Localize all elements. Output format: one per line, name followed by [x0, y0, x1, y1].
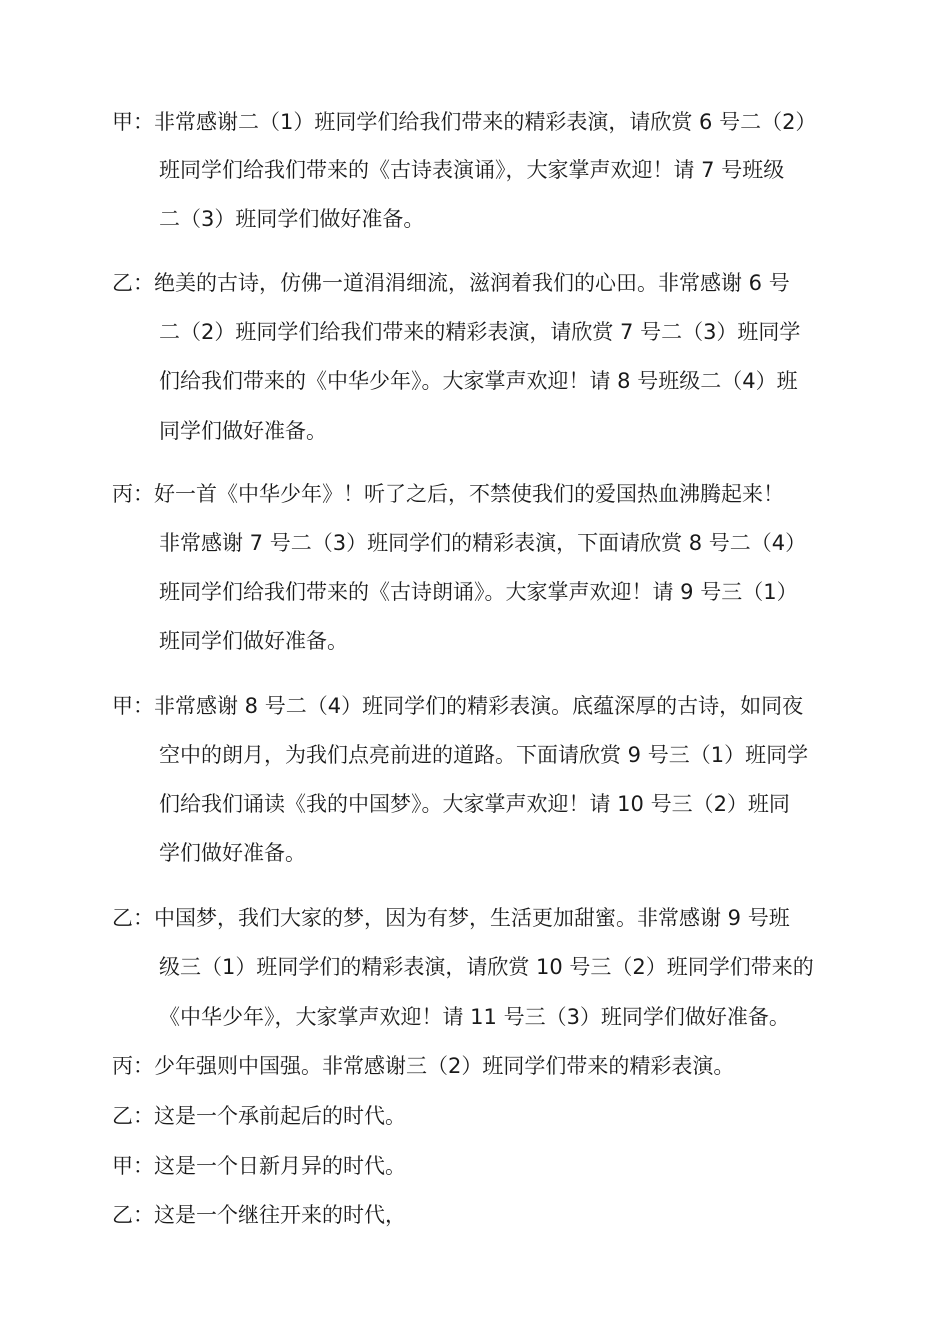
paragraph-line: 班同学们给我们带来的《古诗表演诵》，大家掌声欢迎！请 7 号班级	[159, 158, 785, 182]
paragraph-line: 空中的朗月，为我们点亮前进的道路。下面请欣赏 9 号三（1）班同学	[159, 743, 809, 767]
paragraph-line: 班同学们给我们带来的《古诗朗诵》。大家掌声欢迎！请 9 号三（1）	[159, 580, 798, 604]
paragraph-line: 乙：这是一个承前起后的时代。	[112, 1104, 406, 1128]
paragraph-line: 乙：绝美的古诗，仿佛一道涓涓细流，滋润着我们的心田。非常感谢 6 号	[112, 271, 790, 295]
paragraph-line: 乙：这是一个继往开来的时代，	[112, 1203, 406, 1227]
paragraph-line: 班同学们做好准备。	[159, 629, 348, 653]
paragraph-line: 甲：非常感谢二（1）班同学们给我们带来的精彩表演，请欣赏 6 号二（2）	[112, 110, 817, 134]
paragraph-line: 级三（1）班同学们的精彩表演，请欣赏 10 号三（2）班同学们带来的	[159, 955, 814, 979]
paragraph-line: 们给我们诵读《我的中国梦》。大家掌声欢迎！请 10 号三（2）班同	[159, 792, 790, 816]
paragraph-line: 甲：非常感谢 8 号二（4）班同学们的精彩表演。底蕴深厚的古诗，如同夜	[112, 694, 804, 718]
paragraph-line: 丙：好一首《中华少年》！听了之后，不禁使我们的爱国热血沸腾起来！	[112, 482, 784, 506]
paragraph-line: 甲：这是一个日新月异的时代。	[112, 1154, 406, 1178]
paragraph-line: 学们做好准备。	[159, 841, 306, 865]
paragraph-line: 乙：中国梦，我们大家的梦，因为有梦，生活更加甜蜜。非常感谢 9 号班	[112, 906, 790, 930]
paragraph-line: 们给我们带来的《中华少年》。大家掌声欢迎！请 8 号班级二（4）班	[159, 369, 798, 393]
paragraph-line: 二（2）班同学们给我们带来的精彩表演，请欣赏 7 号二（3）班同学	[159, 320, 801, 344]
paragraph-line: 同学们做好准备。	[159, 419, 327, 443]
paragraph-line: 丙：少年强则中国强。非常感谢三（2）班同学们带来的精彩表演。	[112, 1054, 735, 1078]
paragraph-line: 二（3）班同学们做好准备。	[159, 207, 425, 231]
paragraph-line: 《中华少年》，大家掌声欢迎！请 11 号三（3）班同学们做好准备。	[159, 1005, 790, 1029]
paragraph-line: 非常感谢 7 号二（3）班同学们的精彩表演，下面请欣赏 8 号二（4）	[159, 531, 807, 555]
